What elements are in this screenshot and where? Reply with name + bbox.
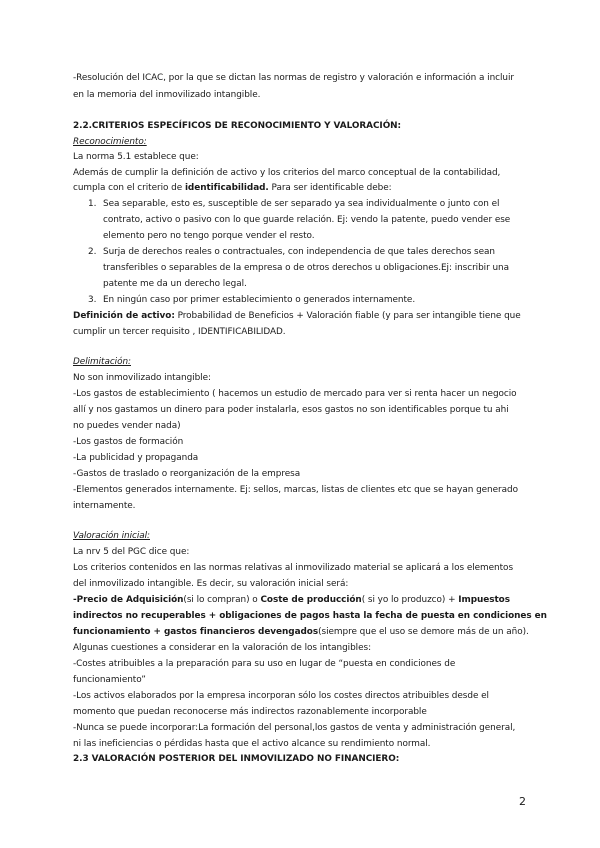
text-line: La nrv 5 del PGC dice que:: [73, 547, 190, 557]
text-line: -La publicidad y propaganda: [73, 453, 199, 463]
bold-term: Impuestos: [458, 595, 510, 605]
text-line: ni las ineficiencias o pérdidas hasta que el activo alcance su rendimiento normal.: [73, 739, 431, 749]
list-item-line: En ningún caso por primer establecimiento o generados internamente.: [103, 295, 416, 305]
subheading-valoracion-inicial: Valoración inicial:: [73, 531, 150, 541]
text-line: -Nunca se puede incorporar:La formación del personal,los gastos de venta y administración general,: [73, 723, 516, 733]
list-number: 1.: [88, 199, 97, 209]
text-line: Además de cumplir la definición de activo y los criterios del marco conceptual de la contabilidad,: [73, 168, 501, 178]
text-run: (si lo compran) o: [183, 595, 261, 605]
text-line: [73, 594, 533, 606]
text-line: La norma 5.1 establece que:: [73, 152, 199, 162]
text-line: -Los activos elaborados por la empresa incorporan sólo los costes directos atribuibles desde el: [73, 691, 489, 701]
text-run: Probabilidad de Beneficios + Valoración fiable (y para ser intangible tiene que: [174, 311, 521, 321]
text-run: Para ser identificable debe:: [268, 183, 392, 193]
text-line: -Gastos de traslado o reorganización de la empresa: [73, 469, 301, 479]
page-number: 2: [519, 795, 526, 808]
bold-term: Coste de producción: [260, 595, 362, 605]
text-line: -Los gastos de establecimiento ( hacemos un estudio de mercado para ver si renta hacer un negocio: [73, 389, 517, 399]
text-line: -Resolución del ICAC, por la que se dictan las normas de registro y valoración e información a incluir: [73, 73, 514, 83]
bold-term: Definición de activo:: [73, 311, 175, 321]
list-item-line: Sea separable, esto es, susceptible de ser separado ya sea individualmente o junto con el: [103, 199, 500, 209]
text-run: (siempre que el uso se demore más de un año).: [318, 627, 529, 637]
text-line: en la memoria del inmovilizado intangible.: [73, 90, 261, 100]
text-line: del inmovilizado intangible. Es decir, su valoración inicial será:: [73, 579, 349, 589]
section-heading: 2.3 VALORACIÓN POSTERIOR DEL INMOVILIZADO NO FINANCIERO:: [73, 754, 400, 764]
subheading-reconocimiento: Reconocimiento:: [73, 137, 147, 147]
text-line: No son inmovilizado intangible:: [73, 373, 211, 383]
text-line: internamente.: [73, 501, 136, 511]
text-line: [73, 310, 533, 322]
text-line: Algunas cuestiones a considerar en la valoración de los intangibles:: [73, 643, 372, 653]
text-line: no puedes vender nada): [73, 421, 181, 431]
list-item-line: Surja de derechos reales o contractuales, con independencia de que tales derechos sean: [103, 247, 495, 257]
text-line: [73, 182, 533, 194]
section-heading: 2.2.CRITERIOS ESPECÍFICOS DE RECONOCIMIENTO Y VALORACIÓN:: [73, 121, 402, 131]
text-line: Los criterios contenidos en las normas relativas al inmovilizado material se aplicará a los elementos: [73, 563, 514, 573]
text-line: -Los gastos de formación: [73, 437, 184, 447]
text-line: -Costes atribuibles a la preparación para su uso en lugar de “puesta en condiciones de: [73, 659, 456, 669]
subheading-delimitacion: Delimitación:: [73, 357, 131, 367]
text-line: [73, 626, 533, 638]
text-line: momento que puedan reconocerse más indirectos razonablemente incorporable: [73, 707, 427, 717]
list-item-line: patente me da un derecho legal.: [103, 279, 247, 289]
list-item-line: elemento pero no tengo porque vender el resto.: [103, 231, 315, 241]
list-number: 3.: [88, 295, 97, 305]
text-run: cumpla con el criterio de: [73, 183, 185, 193]
bold-term: -Precio de Adquisición: [73, 595, 184, 605]
text-line: funcionamiento”: [73, 675, 146, 685]
text-line: -Elementos generados internamente. Ej: sellos, marcas, listas de clientes etc que se hayan generado: [73, 485, 518, 495]
list-item-line: transferibles o separables de la empresa o de otros derechos u obligaciones.Ej: inscribir una: [103, 263, 510, 273]
text-line: cumplir un tercer requisito , IDENTIFICABILIDAD.: [73, 327, 286, 337]
bold-term: funcionamiento + gastos financieros devengados: [73, 627, 319, 637]
list-number: 2.: [88, 247, 97, 257]
bold-term: identificabilidad.: [184, 183, 269, 193]
list-item-line: contrato, activo o pasivo con lo que guarde relación. Ej: vendo la patente, puedo vender ese: [103, 215, 511, 225]
text-run: ( si yo lo produzco) +: [361, 595, 459, 605]
text-line: indirectos no recuperables + obligaciones de pagos hasta la fecha de puesta en condiciones en: [73, 611, 547, 621]
text-line: allí y nos gastamos un dinero para poder instalarla, esos gastos no son identificables porque tu ahi: [73, 405, 509, 415]
